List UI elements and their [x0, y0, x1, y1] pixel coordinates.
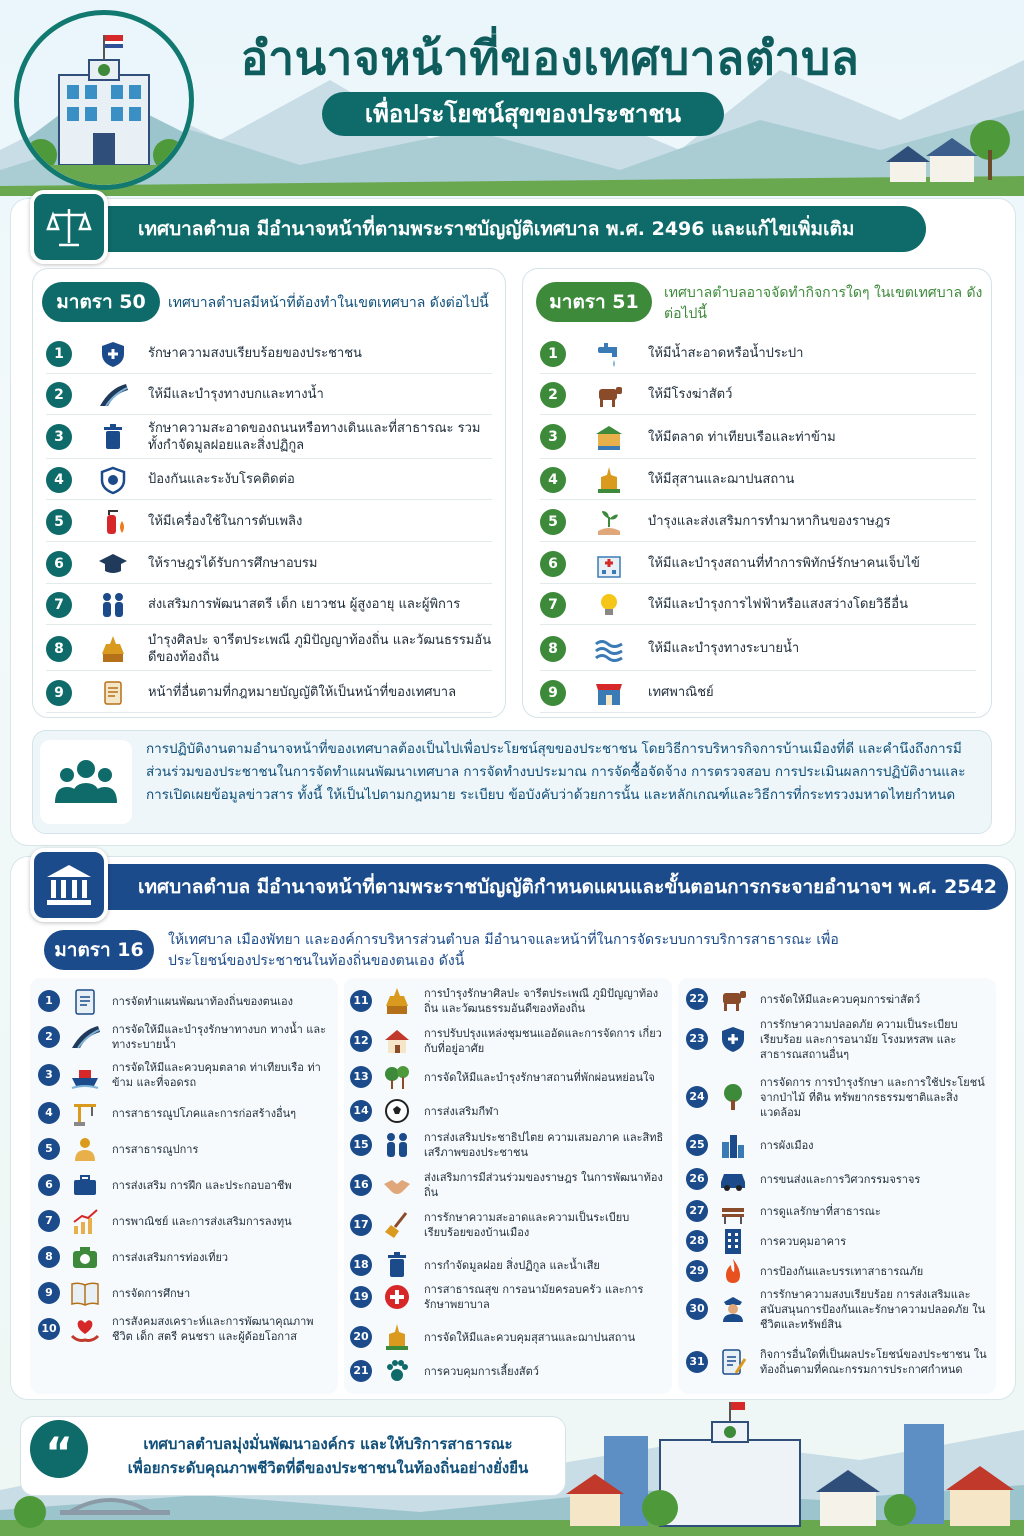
- light-bulb-icon: [592, 590, 626, 620]
- list-item: [540, 585, 976, 625]
- item-number: 5: [38, 1138, 60, 1160]
- item-number: 5: [540, 509, 566, 535]
- item-number: 12: [350, 1030, 372, 1052]
- list-item: [350, 985, 668, 1017]
- item-number: 8: [38, 1246, 60, 1268]
- family-icon: [96, 590, 130, 620]
- graduation-cap-icon: [96, 549, 130, 579]
- item-number: 8: [46, 636, 72, 662]
- section-16-description: ให้เทศบาล เมืองพัทยา และองค์การบริหารส่วนตำบล มีอำนาจและหน้าที่ในการจัดระบบการบริการสาธารณะ เพื่อประโยชน์ของประชาชนในท้องถิ่นของตนเอง ดังนี้: [168, 932, 839, 969]
- page-title: อำนาจหน้าที่ของเทศบาลตำบล: [240, 31, 860, 85]
- item-text: การจัดทำแผนพัฒนาท้องถิ่นของตนเอง: [112, 994, 294, 1008]
- disease-shield-icon: [96, 465, 130, 495]
- quote-mark-icon: “: [30, 1420, 88, 1478]
- list-item: [540, 334, 976, 374]
- list-item: [38, 1169, 330, 1201]
- item-number: 30: [686, 1298, 708, 1320]
- list-item: [38, 1277, 330, 1309]
- item-text: เทศพาณิชย์: [648, 685, 714, 700]
- list-item: [540, 627, 976, 671]
- item-text: หน้าที่อื่นตามที่กฎหมายบัญญัติให้เป็นหน้าที่ของเทศบาล: [148, 685, 457, 700]
- item-text: ให้มีเครื่องใช้ในการดับเพลิง: [148, 514, 303, 529]
- header-banner: [0, 0, 1024, 196]
- list-item: [46, 334, 492, 374]
- list-item: [38, 1133, 330, 1165]
- scales-of-justice-icon: [30, 190, 108, 264]
- item-text: กิจการอื่นใดที่เป็นผลประโยชน์ของประชาชน ในท้องถิ่นตามที่คณะกรรมการประกาศกำหนด: [760, 1348, 987, 1376]
- list-item: [350, 1061, 668, 1093]
- item-number: 3: [540, 424, 566, 450]
- item-number: 17: [350, 1214, 372, 1236]
- item-text: การสาธารณสุข การอนามัยครอบครัว และการรักษาพยาบาล: [424, 1283, 644, 1311]
- item-text: การควบคุมการเลี้ยงสัตว์: [424, 1364, 539, 1378]
- shield-icon: [96, 339, 130, 369]
- item-number: 21: [350, 1360, 372, 1382]
- item-text: บำรุงและส่งเสริมการทำมาหากินของราษฎร: [648, 514, 891, 529]
- section-51-description: เทศบาลตำบลอาจจัดทำกิจการใดๆ ในเขตเทศบาล ดังต่อไปนี้: [664, 285, 983, 322]
- document-pen-icon: [716, 1347, 750, 1377]
- government-building-icon: [30, 848, 108, 922]
- list-item: [350, 1129, 668, 1161]
- item-number: 1: [46, 341, 72, 367]
- list-item: [46, 673, 492, 713]
- list-item: [38, 1241, 330, 1273]
- closing-statement-line-2: เพื่อยกระดับคุณภาพชีวิตที่ดีของประชาชนในท้องถิ่นอย่างยั่งยืน: [127, 1459, 529, 1477]
- paw-icon: [380, 1356, 414, 1386]
- item-number: 10: [38, 1318, 60, 1340]
- fire-icon: [716, 1256, 750, 1286]
- item-number: 4: [38, 1102, 60, 1124]
- item-number: 26: [686, 1168, 708, 1190]
- item-number: 2: [540, 382, 566, 408]
- item-text: การสาธารณูปการ: [112, 1142, 199, 1156]
- list-item: [38, 1313, 330, 1345]
- list-item: [540, 502, 976, 542]
- list-item: [38, 1059, 330, 1091]
- list-item: [686, 1013, 992, 1065]
- list-item: [46, 544, 492, 584]
- crane-icon: [68, 1098, 102, 1128]
- list-item: [540, 416, 976, 459]
- list-item: [38, 1097, 330, 1129]
- book-icon: [68, 1278, 102, 1308]
- community-people-icon: [40, 740, 132, 824]
- crematorium-icon: [380, 1322, 414, 1352]
- item-number: 2: [46, 382, 72, 408]
- item-text: การขนส่งและการวิศวกรรมจราจร: [760, 1172, 921, 1186]
- item-number: 22: [686, 988, 708, 1010]
- list-item: [540, 460, 976, 500]
- item-text: การจัดให้มีและควบคุมตลาด ท่าเทียบเรือ ท่าข้าม และที่จอดรถ: [112, 1061, 321, 1089]
- list-item: [38, 1021, 330, 1053]
- camera-icon: [68, 1242, 102, 1272]
- item-text: การส่งเสริมกีฬา: [424, 1104, 499, 1118]
- item-number: 3: [46, 424, 72, 450]
- list-item: [350, 1355, 668, 1387]
- item-text: ให้มีและบำรุงทางบกและทางน้ำ: [148, 387, 324, 402]
- list-item: [686, 1227, 992, 1255]
- list-item: [540, 375, 976, 415]
- item-text: ให้มีและบำรุงสถานที่ทำการพิทักษ์รักษาคนเจ็บไข้: [648, 556, 920, 571]
- ship-icon: [68, 1060, 102, 1090]
- road-icon: [68, 1022, 102, 1052]
- item-number: 28: [686, 1230, 708, 1252]
- item-number: 25: [686, 1134, 708, 1156]
- item-number: 2: [38, 1026, 60, 1048]
- list-item: [686, 1131, 992, 1159]
- item-number: 18: [350, 1254, 372, 1276]
- shield-icon: [716, 1024, 750, 1054]
- item-text: ส่งเสริมการมีส่วนร่วมของราษฎร ในการพัฒนาท้องถิ่น: [424, 1171, 663, 1199]
- section-50-description: เทศบาลตำบลมีหน้าที่ต้องทำในเขตเทศบาล ดังต่อไปนี้: [168, 295, 489, 311]
- item-number: 1: [540, 341, 566, 367]
- list-item: [350, 1095, 668, 1127]
- list-item: [686, 1257, 992, 1285]
- item-number: 15: [350, 1134, 372, 1156]
- people-icon: [380, 1130, 414, 1160]
- list-item: [540, 544, 976, 584]
- section1-banner: เทศบาลตำบล มีอำนาจหน้าที่ตามพระราชบัญญัติเทศบาล พ.ศ. 2496 และแก้ไขเพิ่มเติม: [30, 206, 926, 252]
- cow-icon: [592, 380, 626, 410]
- list-item: [686, 985, 992, 1013]
- item-text: การส่งเสริมประชาธิปไตย ความเสมอภาค และสิทธิเสรีภาพของประชาชน: [424, 1131, 664, 1159]
- item-text: การส่งเสริมการท่องเที่ยว: [112, 1250, 229, 1264]
- item-text: การส่งเสริม การฝึก และประกอบอาชีพ: [112, 1178, 292, 1192]
- police-officer-icon: [716, 1294, 750, 1324]
- fire-extinguisher-icon: [96, 507, 130, 537]
- list-item: [350, 1025, 668, 1057]
- item-number: 5: [46, 509, 72, 535]
- section-50-badge: มาตรา 50: [42, 282, 160, 322]
- house-icon: [380, 1026, 414, 1056]
- bench-icon: [716, 1196, 750, 1226]
- item-number: 27: [686, 1200, 708, 1222]
- city-plan-icon: [716, 1130, 750, 1160]
- plant-hand-icon: [592, 507, 626, 537]
- item-text: การควบคุมอาคาร: [760, 1234, 847, 1248]
- item-number: 4: [540, 467, 566, 493]
- list-item: [686, 1287, 992, 1331]
- market-icon: [592, 422, 626, 452]
- item-text: การสาธารณูปโภคและการก่อสร้างอื่นๆ: [112, 1106, 297, 1120]
- list-item: [38, 985, 330, 1017]
- item-number: 29: [686, 1260, 708, 1282]
- growth-chart-icon: [68, 1206, 102, 1236]
- section-16-badge: มาตรา 16: [44, 930, 154, 970]
- item-text: การจัดให้มีและบำรุงรักษาสถานที่พักผ่อนหย่อนใจ: [424, 1070, 655, 1084]
- item-number: 11: [350, 990, 372, 1012]
- item-number: 23: [686, 1028, 708, 1050]
- closing-statement-line-1: เทศบาลตำบลมุ่งมั่นพัฒนาองค์กร และให้บริการสาธารณะ: [143, 1435, 513, 1453]
- item-text: ให้มีสุสานและฌาปนสถาน: [648, 472, 795, 487]
- item-number: 31: [686, 1351, 708, 1373]
- list-item: [46, 460, 492, 500]
- list-item: [46, 627, 492, 671]
- item-text: ให้มีตลาด ท่าเทียบเรือและท่าข้าม: [648, 429, 836, 445]
- item-text: การปรับปรุงแหล่งชุมชนแออัดและการจัดการ เกี่ยวกับที่อยู่อาศัย: [424, 1027, 662, 1055]
- item-text: การกำจัดมูลฝอย สิ่งปฏิกูล และน้ำเสีย: [424, 1258, 600, 1272]
- item-number: 4: [46, 467, 72, 493]
- list-item: [686, 1197, 992, 1225]
- item-text: การบำรุงรักษาศิลปะ จารีตประเพณี ภูมิปัญญาท้องถิ่น และวัฒนธรรมอันดีของท้องถิ่น: [424, 987, 659, 1015]
- shop-icon: [592, 678, 626, 708]
- tree-icon: [716, 1082, 750, 1112]
- item-text: การรักษาความปลอดภัย ความเป็นระเบียบ เรียบร้อย และการอนามัย โรงมหรสพ และสาธารณสถานอื่นๆ: [760, 1017, 958, 1061]
- list-item: [46, 585, 492, 625]
- building-icon: [716, 1226, 750, 1256]
- item-number: 16: [350, 1174, 372, 1196]
- trash-bin-icon: [96, 422, 130, 452]
- trash-bin-icon: [380, 1250, 414, 1280]
- list-item: [686, 1165, 992, 1193]
- handshake-icon: [380, 1170, 414, 1200]
- item-text: ให้ราษฎรได้รับการศึกษาอบรม: [148, 556, 318, 571]
- water-waves-icon: [592, 634, 626, 664]
- item-number: 6: [46, 551, 72, 577]
- list-item: [540, 673, 976, 713]
- item-text: การรักษาความสงบเรียบร้อย การส่งเสริมและ สนับสนุนการป้องกันและรักษาความปลอดภัย ในชีวิตและทรัพย์สิน: [760, 1287, 986, 1331]
- item-number: 6: [540, 551, 566, 577]
- hospital-icon: [592, 549, 626, 579]
- temple-icon: [380, 986, 414, 1016]
- item-text: รักษาความสะอาดของถนนหรือทางเดินและที่สาธารณะ รวมทั้งกำจัดมูลฝอยและสิ่งปฏิกูล: [148, 421, 481, 453]
- item-text: การจัดให้มีและควบคุมสุสานและฌาปนสถาน: [424, 1330, 636, 1344]
- list-item: [350, 1249, 668, 1281]
- clipboard-icon: [68, 986, 102, 1016]
- item-text: การป้องกันและบรรเทาสาธารณภัย: [760, 1264, 924, 1278]
- item-text: บำรุงศิลปะ จารีตประเพณี ภูมิปัญญาท้องถิ่น และวัฒนธรรมอันดีของท้องถิ่น: [148, 632, 492, 665]
- item-text: ให้มีและบำรุงการไฟฟ้าหรือแสงสว่างโดยวิธีอื่น: [648, 597, 908, 612]
- item-text: ให้มีและบำรุงทางระบายน้ำ: [648, 641, 800, 656]
- park-icon: [380, 1062, 414, 1092]
- municipal-office-emblem: [14, 10, 194, 190]
- item-text: การรักษาความสะอาดและความเป็นระเบียบ เรียบร้อยของบ้านเมือง: [424, 1211, 630, 1239]
- item-number: 13: [350, 1066, 372, 1088]
- road-icon: [96, 380, 130, 410]
- crematorium-icon: [592, 465, 626, 495]
- item-text: การจัดการศึกษา: [112, 1286, 191, 1300]
- item-number: 9: [46, 680, 72, 706]
- briefcase-icon: [68, 1170, 102, 1200]
- list-item: [38, 1205, 330, 1237]
- item-number: 9: [38, 1282, 60, 1304]
- item-text: การจัดให้มีและควบคุมการฆ่าสัตว์: [760, 992, 921, 1006]
- item-text: ให้มีน้ำสะอาดหรือน้ำประปา: [648, 346, 804, 361]
- item-number: 9: [540, 680, 566, 706]
- list-item: [350, 1209, 668, 1241]
- scroll-icon: [96, 678, 130, 708]
- item-text: การดูแลรักษาที่สาธารณะ: [760, 1204, 881, 1218]
- item-text: การจัดการ การบำรุงรักษา และการใช้ประโยชน์ จากป่าไม้ ที่ดิน ทรัพยากรธรรมชาติและสิ่งแวดล้อม: [760, 1075, 985, 1119]
- item-number: 7: [540, 592, 566, 618]
- closing-statement: [96, 1432, 560, 1480]
- item-text: ป้องกันและระงับโรคติดต่อ: [148, 472, 295, 487]
- item-text: การพาณิชย์ และการส่งเสริมการลงทุน: [112, 1214, 292, 1228]
- item-text: การจัดให้มีและบำรุงรักษาทางบก ทางน้ำ และทางระบายน้ำ: [112, 1023, 327, 1051]
- item-number: 14: [350, 1100, 372, 1122]
- section2-banner: เทศบาลตำบล มีอำนาจหน้าที่ตามพระราชบัญญัติกำหนดแผนและขั้นตอนการกระจายอำนาจฯ พ.ศ. 2542: [30, 864, 1008, 910]
- item-number: 7: [46, 592, 72, 618]
- list-item: [686, 1345, 992, 1379]
- item-text: ให้มีโรงฆ่าสัตว์: [648, 387, 733, 402]
- cow-icon: [716, 984, 750, 1014]
- good-governance-text: การปฏิบัติงานตามอำนาจหน้าที่ของเทศบาลต้องเป็นไปเพื่อประโยชน์สุขของประชาชน โดยวิธีการบริหารกิจการบ้านเมืองที่ดี และคำนึงถึงการมีส่วนร่วมของประชาชนในการจัดทำแผนพัฒนาเทศบาล การจัดทำงบประมาณ การจัดซื้อจัดจ้าง การตรวจสอบ การประเมินผลการปฏิบัติงานและการเปิดเผยข้อมูลข่าวสาร ทั้งนี้ ให้เป็นไปตามกฎหมาย ระเบียบ ข้อบังคับว่าด้วยการนั้น และหลักเกณฑ์และวิธีการที่กระทรวงมหาดไทยกำหนด: [146, 741, 966, 803]
- item-number: 20: [350, 1326, 372, 1348]
- item-text: การสังคมสงเคราะห์และการพัฒนาคุณภาพชีวิต เด็ก สตรี คนชรา และผู้ด้อยโอกาส: [112, 1315, 314, 1343]
- item-text: การผังเมือง: [760, 1138, 814, 1152]
- list-item: [350, 1321, 668, 1353]
- item-number: 8: [540, 636, 566, 662]
- item-text: ส่งเสริมการพัฒนาสตรี เด็ก เยาวชน ผู้สูงอายุ และผู้พิการ: [148, 597, 461, 612]
- list-item: [46, 375, 492, 415]
- item-number: 6: [38, 1174, 60, 1196]
- medical-cross-icon: [380, 1282, 414, 1312]
- list-item: [350, 1281, 668, 1313]
- item-number: 7: [38, 1210, 60, 1232]
- list-item: [686, 1077, 992, 1117]
- broom-icon: [380, 1210, 414, 1240]
- item-number: 3: [38, 1064, 60, 1086]
- section-51-badge: มาตรา 51: [536, 282, 652, 322]
- heart-hands-icon: [68, 1314, 102, 1344]
- temple-icon: [96, 634, 130, 664]
- item-number: 24: [686, 1086, 708, 1108]
- item-number: 1: [38, 990, 60, 1012]
- people-help-icon: [68, 1134, 102, 1164]
- football-icon: [380, 1096, 414, 1126]
- list-item: [350, 1169, 668, 1201]
- item-number: 19: [350, 1286, 372, 1308]
- water-tap-icon: [592, 339, 626, 369]
- item-text: รักษาความสงบเรียบร้อยของประชาชน: [148, 346, 362, 361]
- list-item: [46, 416, 492, 459]
- car-icon: [716, 1164, 750, 1194]
- list-item: [46, 502, 492, 542]
- page-subtitle: เพื่อประโยชน์สุขของประชาชน: [322, 92, 724, 136]
